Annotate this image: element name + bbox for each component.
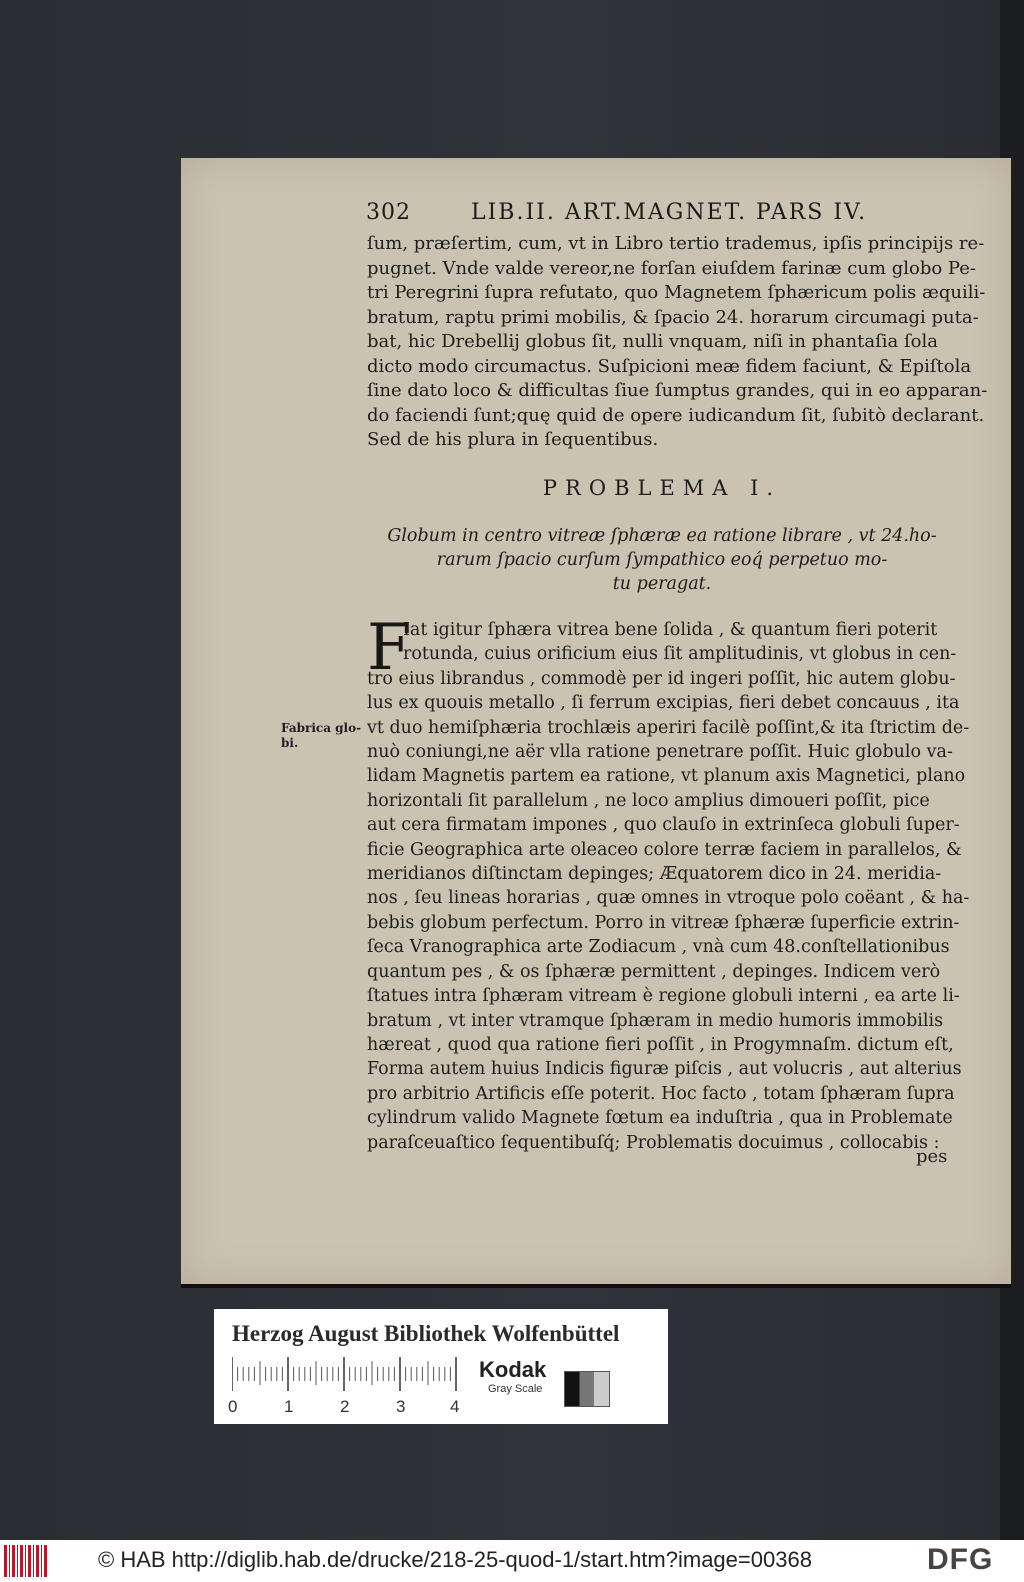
- text-line: lidam Magnetis partem ea ratione, vt planum axis Magnetici, plano: [367, 766, 966, 787]
- drop-cap: F: [367, 611, 412, 685]
- text-line: tri Peregrini ſupra refutato, quo Magnetem ſphæricum polis æquili-: [367, 282, 986, 303]
- text-line: pro arbitrio Artificis eſſe poterit. Hoc facto , totam ſphæram ſupra: [367, 1083, 955, 1104]
- text-line: dicto modo circumactus. Suſpicioni meæ fidem faciunt, & Epiſtola: [367, 355, 972, 377]
- text-line: Iat igitur ſphæra vitrea bene ſolida , & quantum fieri poterit: [403, 620, 938, 640]
- barcode-icon: [4, 1545, 48, 1577]
- running-title: LIB.II. ART.MAGNET. PARS IV.: [471, 200, 868, 225]
- ruler-icon: [232, 1357, 462, 1397]
- ruler-label: 3: [396, 1397, 406, 1416]
- problem-heading: PROBLEMA I.: [542, 476, 782, 500]
- text-line: hæreat , quod qua ratione fieri poſſit , in Progymnaſm. dictum eſt,: [367, 1034, 954, 1055]
- text-line: paraſceuaſtico ſequentibuſq́; Problematis docuimus , collocabis :: [367, 1132, 940, 1153]
- text-line: ſum, præſertim, cum, vt in Libro tertio trademus, ipſis principijs re-: [367, 233, 985, 254]
- text-line: rotunda, cuius orificium eius ſit amplitudinis, vt globus in cen-: [403, 644, 957, 665]
- text-line: tro eius librandus , commodè per id ingeri poſſit, hic autem globu-: [367, 668, 956, 689]
- text-line: do faciendi ſunt;quę quid de opere iudicandum ſit, ſubitò declarant.: [367, 404, 985, 426]
- page-header: [366, 200, 876, 230]
- text-line: ficie Geographica arte oleaceo colore terræ faciem in parallelos, &: [367, 839, 962, 860]
- footer-bar: [0, 1540, 1024, 1582]
- body-paragraph: [367, 611, 970, 1155]
- text-line: bratum , vt inter vtramque ſphæram in medio humoris immobilis: [367, 1010, 944, 1031]
- text-line: meridianos diſtinctam depinges; Æquatorem dico in 24. meridia-: [367, 864, 942, 885]
- text-line: pugnet. Vnde valde vereor,ne forſan eiuſdem farinæ cum globo Pe-: [367, 257, 976, 279]
- catchword: pes: [916, 1146, 948, 1167]
- text-line: horizontali ſit parallelum , ne loco amplius dimoueri poſſit, pice: [367, 790, 930, 811]
- color-calibration-card: [214, 1309, 668, 1424]
- page-number: 302: [366, 200, 411, 225]
- text-line: bebis globum perfectum. Porro in vitreæ ſphæræ ſuperficie extrin-: [367, 912, 960, 933]
- text-line: quantum pes , & os ſphæræ permittent , depinges. Indicem verò: [367, 961, 941, 982]
- book-page: [181, 158, 1011, 1286]
- text-line: vt duo hemiſphæria trochlæis aperiri facilè poſſint,& ita ſtrictim de-: [367, 717, 970, 738]
- kodak-brand: Kodak: [479, 1357, 547, 1382]
- gray-scale-label: Gray Scale: [488, 1383, 543, 1395]
- text-line: rarum ſpacio curſum ſympathico eoq́ perpetuo mo-: [436, 550, 888, 570]
- problem-statement: [367, 524, 957, 596]
- dfg-logo: DFG: [927, 1543, 994, 1576]
- text-line: lus ex quouis metallo , ſi ferrum excipias, fieri debet concauus , ita: [367, 693, 960, 714]
- text-line: ſeca Vranographica arte Zodiacum , vnà cum 48.conſtellationibus: [367, 937, 950, 958]
- page-shadow: [181, 1284, 1011, 1288]
- text-line: Globum in centro vitreæ ſphæræ ea ratione librare , vt 24.ho-: [387, 526, 937, 546]
- footer-credit-link[interactable]: © HAB http://diglib.hab.de/drucke/218-25-quod-1/start.htm?image=00368: [98, 1547, 812, 1572]
- text-line: nuò coniungi,ne aër vlla ratione penetrare poſſit. Huic globulo va-: [367, 742, 953, 763]
- text-line: bratum, raptu primi mobilis, & ſpacio 24. horarum circumagi puta-: [367, 306, 979, 328]
- ruler-label: 2: [340, 1397, 350, 1416]
- text-line: ſine dato loco & difficultas ſiue ſumptus grandes, qui in eo apparan-: [367, 380, 988, 401]
- intro-paragraph: [367, 232, 988, 453]
- library-name: Herzog August Bibliothek Wolfenbüttel: [232, 1321, 620, 1346]
- text-line: aut cera firmatam impones , quo clauſo in extrinſeca globuli ſuper-: [367, 815, 960, 836]
- text-line: cylindrum valido Magnete fœtum ea induſtria , qua in Problemate: [367, 1108, 953, 1129]
- ruler-label: 0: [228, 1397, 238, 1416]
- gray-scale-patch: [564, 1371, 610, 1407]
- text-line: ſtatues intra ſphæram vitream è regione globuli interni , ea arte li-: [367, 986, 960, 1007]
- text-line: bat, hic Drebellij globus ſit, nulli vnquam, niſi in phantaſia ſola: [367, 331, 938, 352]
- text-line: nos , ſeu lineas horarias , quæ omnes in vtroque polo coëant , & ha-: [367, 888, 970, 909]
- ruler-label: 1: [284, 1397, 294, 1416]
- text-line: tu peragat.: [612, 574, 712, 594]
- ruler-label: 4: [450, 1397, 460, 1416]
- text-line: Sed de his plura in ſequentibus.: [367, 429, 659, 450]
- text-line: Forma autem huius Indicis figuræ piſcis , aut volucris , aut alterius: [367, 1059, 962, 1080]
- margin-note: Fabrica glo- bi.: [281, 721, 362, 750]
